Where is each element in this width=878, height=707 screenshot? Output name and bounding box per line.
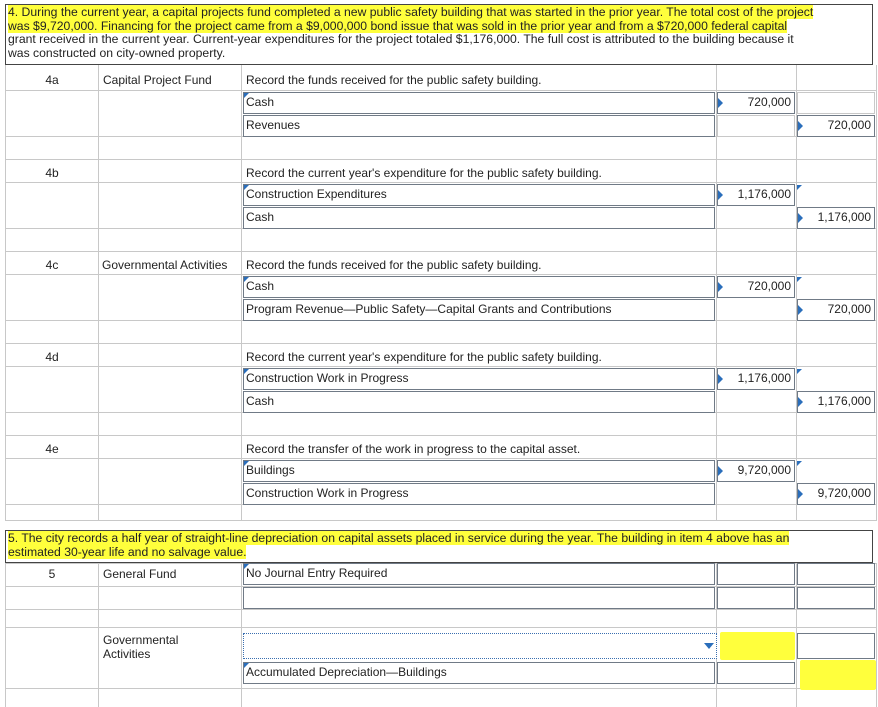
cell-marker-icon <box>244 461 249 466</box>
cell-marker-icon <box>798 397 803 407</box>
credit-input-4d[interactable]: 1,176,000 <box>797 391 875 413</box>
credit-input-5-ga-highlighted[interactable] <box>800 660 876 690</box>
entry-id-4e: 4e <box>45 442 59 456</box>
account-input-4b-credit[interactable]: Cash <box>243 207 715 229</box>
account-input-4c-debit[interactable]: Cash <box>243 276 715 298</box>
fund-label-5-ga-line2: Activities <box>103 647 151 661</box>
cell-marker-icon <box>718 466 723 476</box>
account-input-5-row1[interactable]: No Journal Entry Required <box>243 563 715 585</box>
debit-input-4e[interactable]: 9,720,000 <box>717 460 795 482</box>
cell-marker-icon <box>244 277 249 282</box>
account-dropdown-5-debit[interactable] <box>243 633 717 659</box>
fund-label-4c: Governmental Activities <box>102 258 228 272</box>
credit-input-4a-debitrow[interactable] <box>797 92 875 114</box>
cell-marker-icon <box>244 369 249 374</box>
account-input-5-row2[interactable] <box>243 587 715 609</box>
cell-marker-icon <box>718 282 723 292</box>
description-4a: Record the funds received for the public safety building. <box>246 73 542 87</box>
problem-4-line-2: was $9,720,000. Financing for the project came from a $9,000,000 bond issue that was sold in the prior year and from a $720,000 federal capital <box>8 18 788 33</box>
cell-marker-icon <box>718 374 723 384</box>
account-input-4a-credit[interactable]: Revenues <box>243 115 715 137</box>
account-input-4d-debit[interactable]: Construction Work in Progress <box>243 368 715 390</box>
cell-marker-icon <box>244 93 249 98</box>
debit-input-4b[interactable]: 1,176,000 <box>717 184 795 206</box>
account-input-4e-debit[interactable]: Buildings <box>243 460 715 482</box>
problem-5-line-2: estimated 30-year life and no salvage value. <box>8 544 247 559</box>
debit-input-5-ga-highlighted[interactable] <box>720 632 795 660</box>
problem-4-line-4: was constructed on city-owned property. <box>8 45 226 60</box>
account-input-4d-credit[interactable]: Cash <box>243 391 715 413</box>
fund-label-4a: Capital Project Fund <box>103 73 212 87</box>
cell-marker-icon <box>718 98 723 108</box>
entry-id-5: 5 <box>48 567 56 581</box>
cell-marker-icon <box>798 121 803 131</box>
problem-5-line-1: 5. The city records a half year of straight-line depreciation on capital assets placed in service during the year. The building in item 4 above has an <box>8 531 790 545</box>
cell-marker-icon <box>244 663 249 668</box>
cell-marker-icon <box>718 190 723 200</box>
account-input-4b-debit[interactable]: Construction Expenditures <box>243 184 715 206</box>
fund-label-5-ga-line1: Governmental <box>103 633 179 647</box>
problem-4-line-3: grant received in the current year. Current-year expenditures for the project totaled $1,176,000. The full cost is attributed to the building because it <box>8 32 794 46</box>
cell-marker-icon <box>797 185 802 190</box>
entry-id-4b: 4b <box>45 166 59 180</box>
description-4b: Record the current year's expenditure for the public safety building. <box>246 166 602 180</box>
debit-input-4d[interactable]: 1,176,000 <box>717 368 795 390</box>
debit-input-5-row1[interactable] <box>717 563 795 585</box>
debit-input-5-row2[interactable] <box>717 587 795 609</box>
credit-input-4a[interactable]: 720,000 <box>797 115 875 137</box>
description-4e: Record the transfer of the work in progress to the capital asset. <box>246 442 581 456</box>
credit-input-4b[interactable]: 1,176,000 <box>797 207 875 229</box>
chevron-down-icon[interactable] <box>704 643 714 649</box>
credit-input-5-row1[interactable] <box>797 563 875 585</box>
entry-id-4a: 4a <box>45 73 59 87</box>
debit-input-4a[interactable]: 720,000 <box>717 92 795 114</box>
cell-marker-icon <box>244 185 249 190</box>
debit-input-5-ga-creditrow[interactable] <box>717 662 795 684</box>
cell-marker-icon <box>797 369 802 374</box>
credit-input-4c[interactable]: 720,000 <box>797 299 875 321</box>
description-4d: Record the current year's expenditure for the public safety building. <box>246 350 602 364</box>
account-input-4a-debit[interactable]: Cash <box>243 92 715 114</box>
account-input-5-ga-credit[interactable]: Accumulated Depreciation—Buildings <box>243 662 715 684</box>
cell-marker-icon <box>798 489 803 499</box>
cell-marker-icon <box>798 213 803 223</box>
description-4c: Record the funds received for the public safety building. <box>246 258 542 272</box>
fund-label-5: General Fund <box>103 567 177 581</box>
problem-4-line-1: 4. During the current year, a capital projects fund completed a new public safety building that was started in the prior year. The total cost of the project <box>8 5 814 19</box>
debit-input-4c[interactable]: 720,000 <box>717 276 795 298</box>
entry-id-4c: 4c <box>45 258 59 272</box>
credit-input-4e[interactable]: 9,720,000 <box>797 483 875 505</box>
cell-marker-icon <box>797 461 802 466</box>
account-input-4c-credit[interactable]: Program Revenue—Public Safety—Capital Grants and Contributions <box>243 299 715 321</box>
cell-marker-icon <box>798 305 803 315</box>
credit-input-5-ga-debitrow[interactable] <box>797 633 875 659</box>
debit-input-4a-creditrow[interactable] <box>717 115 795 137</box>
entry-id-4d: 4d <box>45 350 59 364</box>
cell-marker-icon <box>244 564 249 569</box>
credit-input-5-row2[interactable] <box>797 587 875 609</box>
account-input-4e-credit[interactable]: Construction Work in Progress <box>243 483 715 505</box>
cell-marker-icon <box>797 277 802 282</box>
